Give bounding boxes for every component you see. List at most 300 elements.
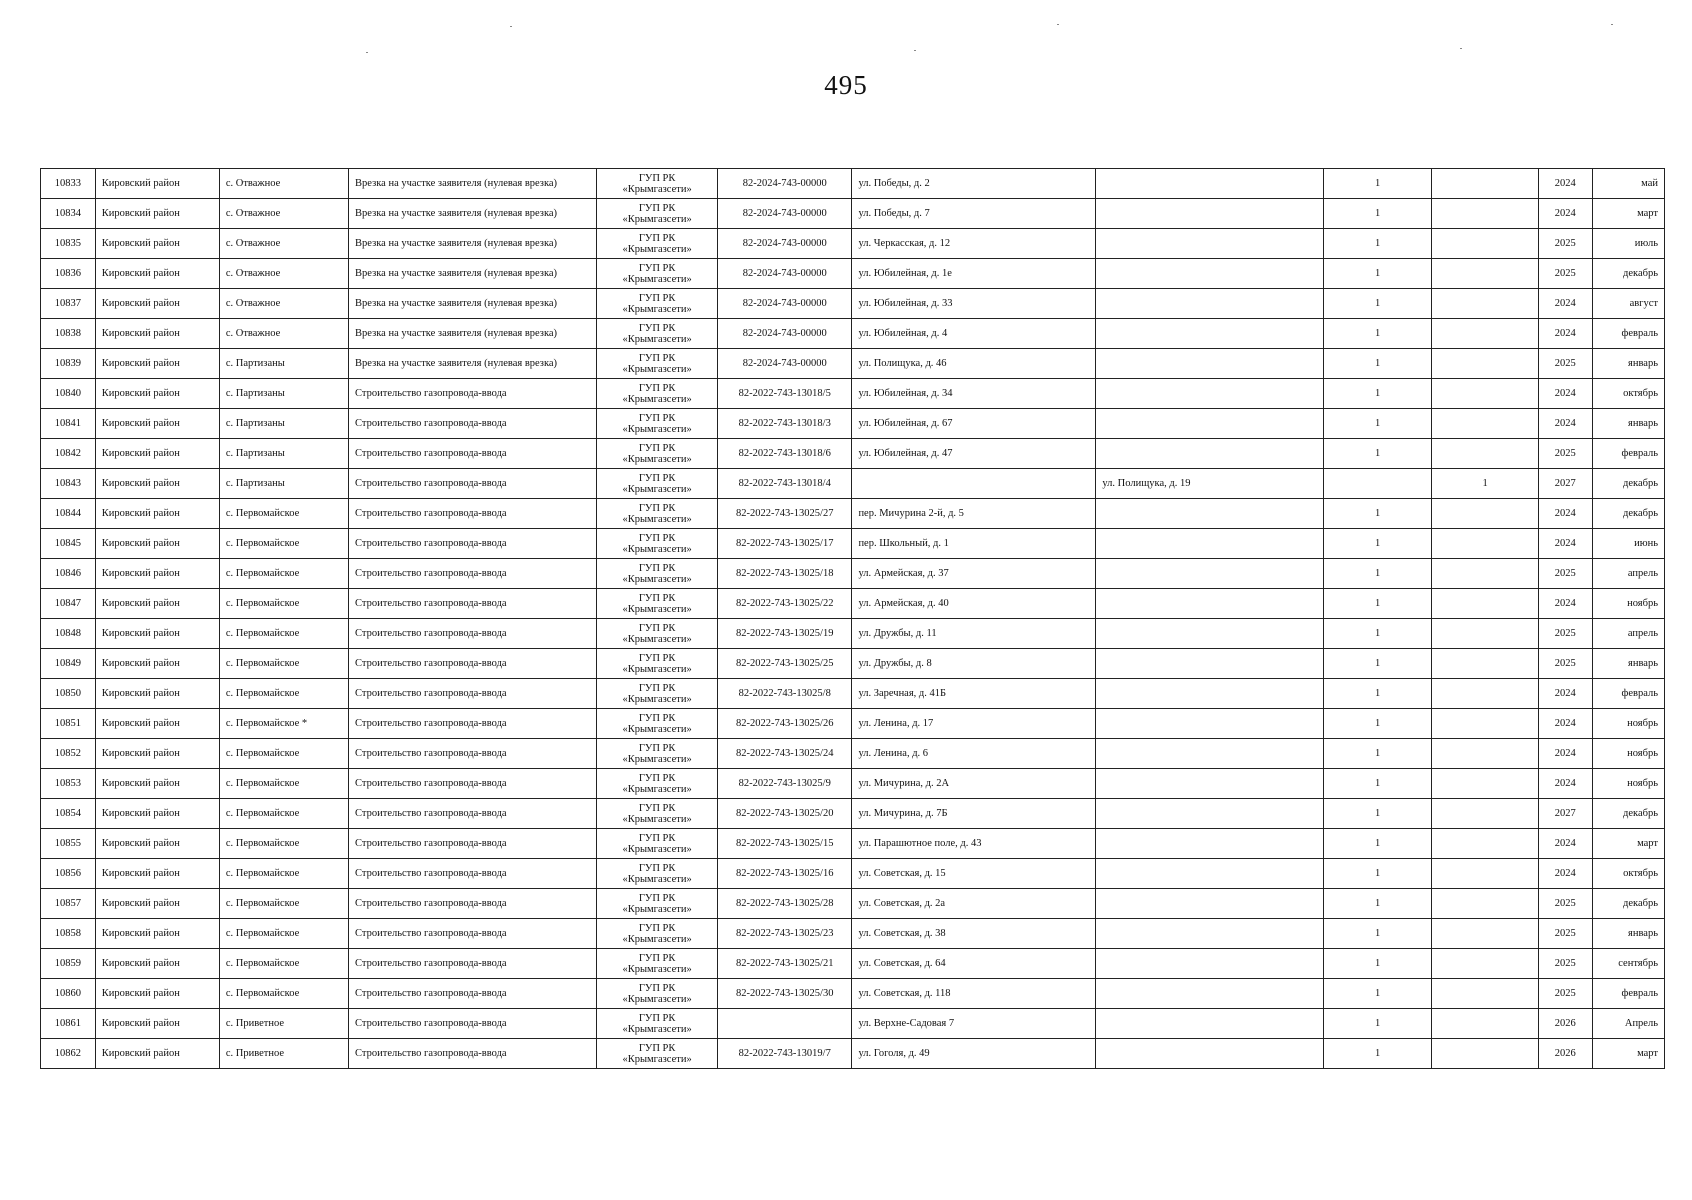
work-type-cell: Строительство газопровода-ввода xyxy=(349,589,597,619)
table-row xyxy=(41,919,1665,949)
project-code-cell: 82-2024-743-00000 xyxy=(718,229,852,259)
month-cell: январь xyxy=(1592,349,1664,379)
project-code-cell: 82-2022-743-13025/16 xyxy=(718,859,852,889)
work-type-cell: Врезка на участке заявителя (нулевая врезка) xyxy=(349,229,597,259)
quantity-cell: 1 xyxy=(1323,589,1432,619)
scan-speck xyxy=(510,26,512,27)
project-code-cell: 82-2024-743-00000 xyxy=(718,169,852,199)
work-type-cell: Строительство газопровода-ввода xyxy=(349,619,597,649)
address-cell: ул. Юбилейная, д. 34 xyxy=(852,379,1096,409)
address-cell: ул. Армейская, д. 37 xyxy=(852,559,1096,589)
project-code-cell: 82-2022-743-13025/22 xyxy=(718,589,852,619)
address-cell: ул. Юбилейная, д. 67 xyxy=(852,409,1096,439)
table-row xyxy=(41,619,1665,649)
quantity-cell: 1 xyxy=(1323,499,1432,529)
district-cell: Кировский район xyxy=(95,739,219,769)
address-alt-cell xyxy=(1096,499,1323,529)
address-alt-cell xyxy=(1096,979,1323,1009)
address-alt-cell xyxy=(1096,859,1323,889)
organization-cell: ГУП РК «Крымгазсети» xyxy=(597,559,718,589)
table-row xyxy=(41,979,1665,1009)
work-type-cell: Строительство газопровода-ввода xyxy=(349,559,597,589)
address-cell: ул. Ленина, д. 17 xyxy=(852,709,1096,739)
address-cell: ул. Советская, д. 64 xyxy=(852,949,1096,979)
district-cell: Кировский район xyxy=(95,169,219,199)
month-cell: январь xyxy=(1592,649,1664,679)
row-number-cell: 10855 xyxy=(41,829,96,859)
district-cell: Кировский район xyxy=(95,1039,219,1069)
month-cell: октябрь xyxy=(1592,379,1664,409)
quantity-alt-cell xyxy=(1432,889,1538,919)
month-cell: декабрь xyxy=(1592,799,1664,829)
row-number-cell: 10843 xyxy=(41,469,96,499)
settlement-cell: с. Первомайское xyxy=(219,979,348,1009)
month-cell: декабрь xyxy=(1592,259,1664,289)
address-cell: ул. Советская, д. 118 xyxy=(852,979,1096,1009)
year-cell: 2024 xyxy=(1538,169,1592,199)
settlement-cell: с. Первомайское xyxy=(219,649,348,679)
table-row xyxy=(41,889,1665,919)
quantity-cell: 1 xyxy=(1323,799,1432,829)
address-alt-cell xyxy=(1096,619,1323,649)
month-cell: сентябрь xyxy=(1592,949,1664,979)
settlement-cell: с. Партизаны xyxy=(219,439,348,469)
project-code-cell: 82-2024-743-00000 xyxy=(718,199,852,229)
year-cell: 2025 xyxy=(1538,229,1592,259)
page-number: 495 xyxy=(824,70,868,100)
project-code-cell: 82-2022-743-13025/19 xyxy=(718,619,852,649)
quantity-alt-cell: 1 xyxy=(1432,469,1538,499)
year-cell: 2027 xyxy=(1538,469,1592,499)
year-cell: 2024 xyxy=(1538,289,1592,319)
year-cell: 2025 xyxy=(1538,439,1592,469)
table-row xyxy=(41,289,1665,319)
settlement-cell: с. Отважное xyxy=(219,229,348,259)
work-type-cell: Врезка на участке заявителя (нулевая врезка) xyxy=(349,169,597,199)
project-code-cell: 82-2022-743-13019/7 xyxy=(718,1039,852,1069)
row-number-cell: 10862 xyxy=(41,1039,96,1069)
scan-speck xyxy=(914,50,916,51)
district-cell: Кировский район xyxy=(95,199,219,229)
project-code-cell: 82-2022-743-13025/21 xyxy=(718,949,852,979)
table-row xyxy=(41,169,1665,199)
project-code-cell: 82-2024-743-00000 xyxy=(718,349,852,379)
organization-cell: ГУП РК «Крымгазсети» xyxy=(597,829,718,859)
month-cell: Апрель xyxy=(1592,1009,1664,1039)
work-type-cell: Строительство газопровода-ввода xyxy=(349,919,597,949)
quantity-cell: 1 xyxy=(1323,739,1432,769)
work-type-cell: Строительство газопровода-ввода xyxy=(349,859,597,889)
address-alt-cell xyxy=(1096,379,1323,409)
address-cell: пер. Школьный, д. 1 xyxy=(852,529,1096,559)
month-cell: ноябрь xyxy=(1592,709,1664,739)
table-row xyxy=(41,529,1665,559)
project-code-cell: 82-2022-743-13025/18 xyxy=(718,559,852,589)
work-type-cell: Строительство газопровода-ввода xyxy=(349,769,597,799)
row-number-cell: 10853 xyxy=(41,769,96,799)
month-cell: декабрь xyxy=(1592,469,1664,499)
district-cell: Кировский район xyxy=(95,259,219,289)
quantity-alt-cell xyxy=(1432,979,1538,1009)
organization-cell: ГУП РК «Крымгазсети» xyxy=(597,889,718,919)
address-alt-cell xyxy=(1096,229,1323,259)
work-type-cell: Врезка на участке заявителя (нулевая врезка) xyxy=(349,259,597,289)
project-code-cell: 82-2022-743-13018/5 xyxy=(718,379,852,409)
table-row xyxy=(41,409,1665,439)
month-cell: март xyxy=(1592,829,1664,859)
work-type-cell: Строительство газопровода-ввода xyxy=(349,889,597,919)
address-alt-cell xyxy=(1096,1009,1323,1039)
quantity-alt-cell xyxy=(1432,259,1538,289)
quantity-cell: 1 xyxy=(1323,1039,1432,1069)
quantity-alt-cell xyxy=(1432,709,1538,739)
work-type-cell: Строительство газопровода-ввода xyxy=(349,799,597,829)
address-alt-cell xyxy=(1096,949,1323,979)
organization-cell: ГУП РК «Крымгазсети» xyxy=(597,679,718,709)
settlement-cell: с. Первомайское xyxy=(219,799,348,829)
address-cell: ул. Верхне-Садовая 7 xyxy=(852,1009,1096,1039)
table-row xyxy=(41,229,1665,259)
work-type-cell: Строительство газопровода-ввода xyxy=(349,739,597,769)
scan-speck xyxy=(1057,24,1059,25)
quantity-cell: 1 xyxy=(1323,769,1432,799)
row-number-cell: 10861 xyxy=(41,1009,96,1039)
organization-cell: ГУП РК «Крымгазсети» xyxy=(597,439,718,469)
row-number-cell: 10838 xyxy=(41,319,96,349)
organization-cell: ГУП РК «Крымгазсети» xyxy=(597,259,718,289)
district-cell: Кировский район xyxy=(95,979,219,1009)
year-cell: 2025 xyxy=(1538,889,1592,919)
row-number-cell: 10840 xyxy=(41,379,96,409)
row-number-cell: 10846 xyxy=(41,559,96,589)
district-cell: Кировский район xyxy=(95,559,219,589)
organization-cell: ГУП РК «Крымгазсети» xyxy=(597,619,718,649)
settlement-cell: с. Первомайское xyxy=(219,829,348,859)
address-alt-cell xyxy=(1096,439,1323,469)
work-type-cell: Строительство газопровода-ввода xyxy=(349,679,597,709)
table-row xyxy=(41,859,1665,889)
quantity-cell: 1 xyxy=(1323,199,1432,229)
organization-cell: ГУП РК «Крымгазсети» xyxy=(597,229,718,259)
quantity-cell: 1 xyxy=(1323,919,1432,949)
address-alt-cell xyxy=(1096,349,1323,379)
address-alt-cell xyxy=(1096,829,1323,859)
quantity-alt-cell xyxy=(1432,229,1538,259)
year-cell: 2024 xyxy=(1538,199,1592,229)
address-cell: ул. Мичурина, д. 2А xyxy=(852,769,1096,799)
project-code-cell: 82-2022-743-13025/17 xyxy=(718,529,852,559)
organization-cell: ГУП РК «Крымгазсети» xyxy=(597,169,718,199)
year-cell: 2025 xyxy=(1538,619,1592,649)
address-cell: ул. Юбилейная, д. 33 xyxy=(852,289,1096,319)
settlement-cell: с. Первомайское xyxy=(219,529,348,559)
work-type-cell: Врезка на участке заявителя (нулевая врезка) xyxy=(349,349,597,379)
district-cell: Кировский район xyxy=(95,319,219,349)
quantity-alt-cell xyxy=(1432,859,1538,889)
month-cell: июнь xyxy=(1592,529,1664,559)
year-cell: 2025 xyxy=(1538,949,1592,979)
table-row xyxy=(41,589,1665,619)
month-cell: апрель xyxy=(1592,559,1664,589)
address-cell: ул. Полищука, д. 46 xyxy=(852,349,1096,379)
year-cell: 2024 xyxy=(1538,679,1592,709)
year-cell: 2024 xyxy=(1538,529,1592,559)
table-row xyxy=(41,949,1665,979)
district-cell: Кировский район xyxy=(95,679,219,709)
organization-cell: ГУП РК «Крымгазсети» xyxy=(597,529,718,559)
quantity-cell: 1 xyxy=(1323,949,1432,979)
quantity-cell: 1 xyxy=(1323,829,1432,859)
organization-cell: ГУП РК «Крымгазсети» xyxy=(597,649,718,679)
year-cell: 2025 xyxy=(1538,919,1592,949)
table-row xyxy=(41,709,1665,739)
address-cell: ул. Черкасская, д. 12 xyxy=(852,229,1096,259)
organization-cell: ГУП РК «Крымгазсети» xyxy=(597,319,718,349)
month-cell: декабрь xyxy=(1592,499,1664,529)
month-cell: февраль xyxy=(1592,979,1664,1009)
district-cell: Кировский район xyxy=(95,529,219,559)
settlement-cell: с. Партизаны xyxy=(219,349,348,379)
row-number-cell: 10833 xyxy=(41,169,96,199)
year-cell: 2026 xyxy=(1538,1009,1592,1039)
address-alt-cell xyxy=(1096,559,1323,589)
address-cell: пер. Мичурина 2-й, д. 5 xyxy=(852,499,1096,529)
address-alt-cell xyxy=(1096,889,1323,919)
quantity-alt-cell xyxy=(1432,1009,1538,1039)
project-code-cell: 82-2022-743-13025/28 xyxy=(718,889,852,919)
district-cell: Кировский район xyxy=(95,769,219,799)
address-alt-cell xyxy=(1096,259,1323,289)
settlement-cell: с. Партизаны xyxy=(219,409,348,439)
work-type-cell: Строительство газопровода-ввода xyxy=(349,409,597,439)
district-cell: Кировский район xyxy=(95,619,219,649)
address-cell: ул. Ленина, д. 6 xyxy=(852,739,1096,769)
table-row xyxy=(41,499,1665,529)
project-code-cell: 82-2022-743-13025/8 xyxy=(718,679,852,709)
month-cell: апрель xyxy=(1592,619,1664,649)
address-cell: ул. Мичурина, д. 7Б xyxy=(852,799,1096,829)
organization-cell: ГУП РК «Крымгазсети» xyxy=(597,499,718,529)
address-alt-cell xyxy=(1096,799,1323,829)
organization-cell: ГУП РК «Крымгазсети» xyxy=(597,739,718,769)
quantity-alt-cell xyxy=(1432,589,1538,619)
district-cell: Кировский район xyxy=(95,859,219,889)
settlement-cell: с. Первомайское xyxy=(219,769,348,799)
project-code-cell: 82-2024-743-00000 xyxy=(718,319,852,349)
year-cell: 2024 xyxy=(1538,409,1592,439)
table-row xyxy=(41,769,1665,799)
quantity-cell: 1 xyxy=(1323,259,1432,289)
table-row xyxy=(41,649,1665,679)
gas-connection-table-wrapper xyxy=(40,168,1665,1069)
quantity-alt-cell xyxy=(1432,439,1538,469)
quantity-alt-cell xyxy=(1432,769,1538,799)
district-cell: Кировский район xyxy=(95,499,219,529)
quantity-alt-cell xyxy=(1432,289,1538,319)
row-number-cell: 10851 xyxy=(41,709,96,739)
quantity-cell: 1 xyxy=(1323,319,1432,349)
address-cell xyxy=(852,469,1096,499)
address-alt-cell xyxy=(1096,919,1323,949)
year-cell: 2024 xyxy=(1538,589,1592,619)
row-number-cell: 10858 xyxy=(41,919,96,949)
quantity-alt-cell xyxy=(1432,169,1538,199)
row-number-cell: 10836 xyxy=(41,259,96,289)
month-cell: март xyxy=(1592,1039,1664,1069)
year-cell: 2026 xyxy=(1538,1039,1592,1069)
address-alt-cell xyxy=(1096,649,1323,679)
work-type-cell: Врезка на участке заявителя (нулевая врезка) xyxy=(349,199,597,229)
settlement-cell: с. Приветное xyxy=(219,1009,348,1039)
address-alt-cell xyxy=(1096,709,1323,739)
scan-speck xyxy=(1460,48,1462,49)
project-code-cell: 82-2022-743-13025/9 xyxy=(718,769,852,799)
work-type-cell: Строительство газопровода-ввода xyxy=(349,949,597,979)
table-body xyxy=(41,169,1665,1069)
address-cell: ул. Советская, д. 38 xyxy=(852,919,1096,949)
project-code-cell: 82-2022-743-13025/25 xyxy=(718,649,852,679)
organization-cell: ГУП РК «Крымгазсети» xyxy=(597,199,718,229)
address-alt-cell xyxy=(1096,169,1323,199)
month-cell: март xyxy=(1592,199,1664,229)
row-number-cell: 10839 xyxy=(41,349,96,379)
row-number-cell: 10837 xyxy=(41,289,96,319)
project-code-cell: 82-2022-743-13025/23 xyxy=(718,919,852,949)
year-cell: 2024 xyxy=(1538,829,1592,859)
address-alt-cell xyxy=(1096,739,1323,769)
settlement-cell: с. Приветное xyxy=(219,1039,348,1069)
district-cell: Кировский район xyxy=(95,589,219,619)
settlement-cell: с. Первомайское * xyxy=(219,709,348,739)
year-cell: 2024 xyxy=(1538,769,1592,799)
row-number-cell: 10857 xyxy=(41,889,96,919)
year-cell: 2024 xyxy=(1538,499,1592,529)
quantity-cell: 1 xyxy=(1323,439,1432,469)
month-cell: ноябрь xyxy=(1592,589,1664,619)
district-cell: Кировский район xyxy=(95,919,219,949)
work-type-cell: Строительство газопровода-ввода xyxy=(349,829,597,859)
address-cell: ул. Армейская, д. 40 xyxy=(852,589,1096,619)
address-cell: ул. Советская, д. 15 xyxy=(852,859,1096,889)
row-number-cell: 10842 xyxy=(41,439,96,469)
quantity-cell: 1 xyxy=(1323,709,1432,739)
quantity-cell: 1 xyxy=(1323,379,1432,409)
settlement-cell: с. Первомайское xyxy=(219,739,348,769)
address-cell: ул. Победы, д. 7 xyxy=(852,199,1096,229)
organization-cell: ГУП РК «Крымгазсети» xyxy=(597,709,718,739)
quantity-cell: 1 xyxy=(1323,649,1432,679)
year-cell: 2024 xyxy=(1538,709,1592,739)
organization-cell: ГУП РК «Крымгазсети» xyxy=(597,799,718,829)
year-cell: 2025 xyxy=(1538,349,1592,379)
settlement-cell: с. Отважное xyxy=(219,319,348,349)
address-cell: ул. Дружбы, д. 11 xyxy=(852,619,1096,649)
table-row xyxy=(41,679,1665,709)
quantity-alt-cell xyxy=(1432,409,1538,439)
month-cell: февраль xyxy=(1592,319,1664,349)
address-alt-cell xyxy=(1096,1039,1323,1069)
district-cell: Кировский район xyxy=(95,349,219,379)
settlement-cell: с. Первомайское xyxy=(219,949,348,979)
month-cell: январь xyxy=(1592,409,1664,439)
district-cell: Кировский район xyxy=(95,229,219,259)
row-number-cell: 10856 xyxy=(41,859,96,889)
month-cell: август xyxy=(1592,289,1664,319)
work-type-cell: Строительство газопровода-ввода xyxy=(349,1009,597,1039)
organization-cell: ГУП РК «Крымгазсети» xyxy=(597,349,718,379)
organization-cell: ГУП РК «Крымгазсети» xyxy=(597,949,718,979)
quantity-cell: 1 xyxy=(1323,529,1432,559)
quantity-alt-cell xyxy=(1432,349,1538,379)
settlement-cell: с. Отважное xyxy=(219,199,348,229)
address-cell: ул. Дружбы, д. 8 xyxy=(852,649,1096,679)
settlement-cell: с. Первомайское xyxy=(219,679,348,709)
organization-cell: ГУП РК «Крымгазсети» xyxy=(597,289,718,319)
address-alt-cell: ул. Полищука, д. 19 xyxy=(1096,469,1323,499)
row-number-cell: 10848 xyxy=(41,619,96,649)
district-cell: Кировский район xyxy=(95,469,219,499)
year-cell: 2025 xyxy=(1538,649,1592,679)
month-cell: декабрь xyxy=(1592,889,1664,919)
table-row xyxy=(41,1009,1665,1039)
quantity-alt-cell xyxy=(1432,739,1538,769)
district-cell: Кировский район xyxy=(95,709,219,739)
settlement-cell: с. Первомайское xyxy=(219,619,348,649)
district-cell: Кировский район xyxy=(95,889,219,919)
work-type-cell: Строительство газопровода-ввода xyxy=(349,529,597,559)
quantity-alt-cell xyxy=(1432,949,1538,979)
work-type-cell: Строительство газопровода-ввода xyxy=(349,469,597,499)
month-cell: февраль xyxy=(1592,439,1664,469)
quantity-cell: 1 xyxy=(1323,889,1432,919)
address-cell: ул. Юбилейная, д. 1е xyxy=(852,259,1096,289)
table-row xyxy=(41,1039,1665,1069)
quantity-alt-cell xyxy=(1432,499,1538,529)
district-cell: Кировский район xyxy=(95,649,219,679)
table-row xyxy=(41,199,1665,229)
table-row xyxy=(41,739,1665,769)
work-type-cell: Строительство газопровода-ввода xyxy=(349,649,597,679)
gas-connection-table xyxy=(40,168,1665,1069)
month-cell: июль xyxy=(1592,229,1664,259)
quantity-cell: 1 xyxy=(1323,619,1432,649)
month-cell: ноябрь xyxy=(1592,769,1664,799)
address-cell: ул. Советская, д. 2а xyxy=(852,889,1096,919)
address-cell: ул. Парашютное поле, д. 43 xyxy=(852,829,1096,859)
row-number-cell: 10850 xyxy=(41,679,96,709)
row-number-cell: 10852 xyxy=(41,739,96,769)
month-cell: октябрь xyxy=(1592,859,1664,889)
work-type-cell: Строительство газопровода-ввода xyxy=(349,499,597,529)
settlement-cell: с. Первомайское xyxy=(219,589,348,619)
district-cell: Кировский район xyxy=(95,289,219,319)
project-code-cell xyxy=(718,1009,852,1039)
address-alt-cell xyxy=(1096,529,1323,559)
settlement-cell: с. Партизаны xyxy=(219,379,348,409)
year-cell: 2024 xyxy=(1538,379,1592,409)
quantity-cell: 1 xyxy=(1323,679,1432,709)
organization-cell: ГУП РК «Крымгазсети» xyxy=(597,919,718,949)
address-alt-cell xyxy=(1096,199,1323,229)
organization-cell: ГУП РК «Крымгазсети» xyxy=(597,589,718,619)
organization-cell: ГУП РК «Крымгазсети» xyxy=(597,859,718,889)
settlement-cell: с. Первомайское xyxy=(219,499,348,529)
quantity-alt-cell xyxy=(1432,649,1538,679)
address-alt-cell xyxy=(1096,679,1323,709)
settlement-cell: с. Отважное xyxy=(219,169,348,199)
quantity-cell: 1 xyxy=(1323,1009,1432,1039)
quantity-alt-cell xyxy=(1432,319,1538,349)
